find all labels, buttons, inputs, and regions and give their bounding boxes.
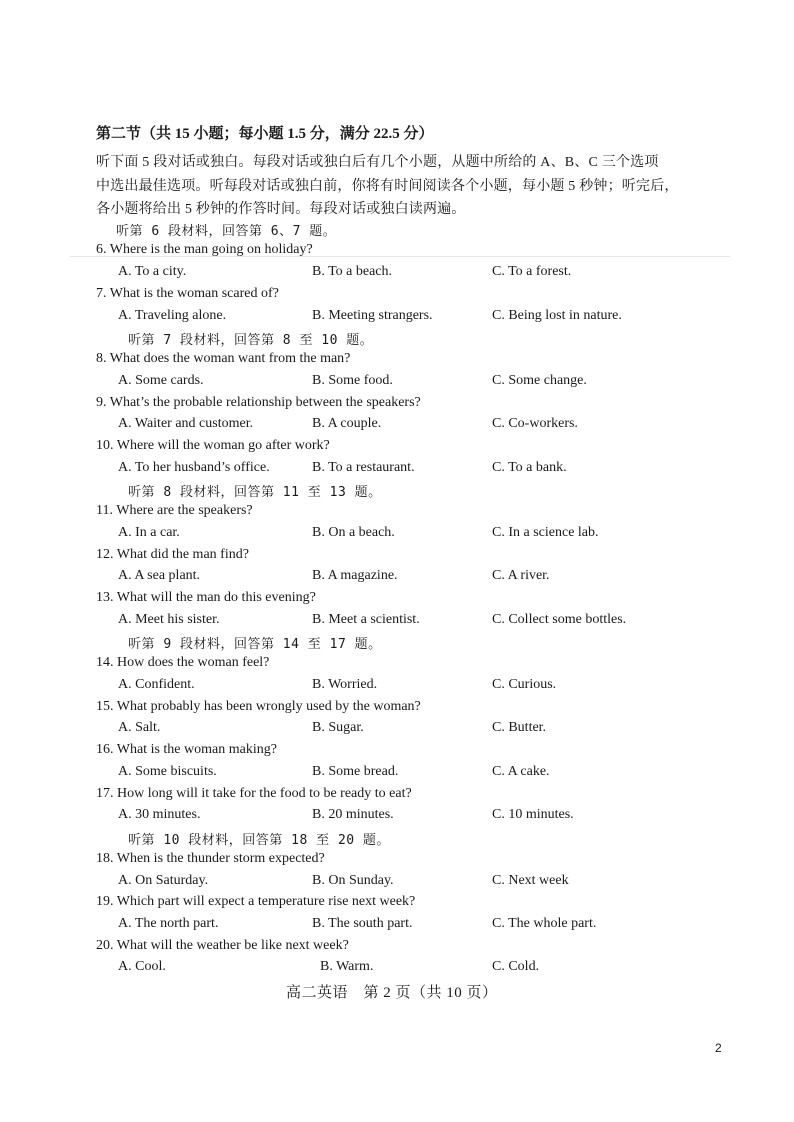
q6-option-b: B. To a beach. <box>312 264 393 279</box>
question-17: 17. How long will it take for the food to be ready to eat? <box>96 786 412 801</box>
question-10: 10. Where will the woman go after work? <box>96 438 330 453</box>
question-8: 8. What does the woman want from the man? <box>96 351 351 366</box>
q18-option-c: C. Next week <box>492 873 569 888</box>
q10-option-b: B. To a restaurant. <box>312 460 415 475</box>
q12-option-c: C. A river. <box>492 568 550 583</box>
q18-option-a: A. On Saturday. <box>118 873 209 888</box>
q17-option-c: C. 10 minutes. <box>492 807 574 822</box>
instruction-line-3: 各小题将给出 5 秒钟的作答时间。每段对话或独白读两遍。 <box>96 202 466 217</box>
q14-option-c: C. Curious. <box>492 677 557 692</box>
q13-option-c: C. Collect some bottles. <box>492 612 627 627</box>
q15-option-a: A. Salt. <box>118 720 161 735</box>
instruction-line-2: 中选出最佳选项。听每段对话或独白前，你将有时间阅读各个小题，每小题 5 秒钟；听完后， <box>96 179 679 194</box>
q8-option-c: C. Some change. <box>492 373 587 388</box>
q9-option-b: B. A couple. <box>312 416 382 431</box>
question-15: 15. What probably has been wrongly used by the woman? <box>96 699 421 714</box>
q7-option-b: B. Meeting strangers. <box>312 308 433 323</box>
q11-option-b: B. On a beach. <box>312 525 395 540</box>
q17-option-a: A. 30 minutes. <box>118 807 201 822</box>
q20-option-c: C. Cold. <box>492 959 540 974</box>
section-heading: 第二节（共 15 小题；每小题 1.5 分，满分 22.5 分） <box>96 126 434 142</box>
q10-option-a: A. To her husband’s office. <box>118 460 270 475</box>
q20-option-a: A. Cool. <box>118 959 166 974</box>
segment-6-label: 听第 6 段材料，回答第 6、7 题。 <box>116 224 337 239</box>
q13-option-a: A. Meet his sister. <box>118 612 220 627</box>
q16-option-a: A. Some biscuits. <box>118 764 217 779</box>
q7-option-a: A. Traveling alone. <box>118 308 227 323</box>
q20-option-b: B. Warm. <box>320 959 374 974</box>
q15-option-b: B. Sugar. <box>312 720 364 735</box>
q6-option-c: C. To a forest. <box>492 264 572 279</box>
question-9: 9. What’s the probable relationship between the speakers? <box>96 395 421 410</box>
q16-option-c: C. A cake. <box>492 764 550 779</box>
question-19: 19. Which part will expect a temperature rise next week? <box>96 894 416 909</box>
q10-option-c: C. To a bank. <box>492 460 567 475</box>
page-number: 2 <box>715 1041 722 1055</box>
question-11: 11. Where are the speakers? <box>96 503 253 518</box>
q8-option-b: B. Some food. <box>312 373 393 388</box>
q9-option-c: C. Co-workers. <box>492 416 578 431</box>
q13-option-b: B. Meet a scientist. <box>312 612 420 627</box>
question-20: 20. What will the weather be like next week? <box>96 938 349 953</box>
q8-option-a: A. Some cards. <box>118 373 204 388</box>
q7-option-c: C. Being lost in nature. <box>492 308 622 323</box>
q9-option-a: A. Waiter and customer. <box>118 416 254 431</box>
instruction-line-1: 听下面 5 段对话或独白。每段对话或独白后有几个小题，从题中所给的 A、B、C 三个选项 <box>96 155 659 170</box>
question-18: 18. When is the thunder storm expected? <box>96 851 325 866</box>
q11-option-a: A. In a car. <box>118 525 180 540</box>
question-16: 16. What is the woman making? <box>96 742 277 757</box>
q16-option-b: B. Some bread. <box>312 764 399 779</box>
segment-7-label: 听第 7 段材料，回答第 8 至 10 题。 <box>128 333 374 348</box>
q18-option-b: B. On Sunday. <box>312 873 394 888</box>
page-footer: 高二英语 第 2 页（共 10 页） <box>286 985 498 1001</box>
segment-9-label: 听第 9 段材料，回答第 14 至 17 题。 <box>128 637 382 652</box>
question-12: 12. What did the man find? <box>96 547 249 562</box>
q14-option-a: A. Confident. <box>118 677 195 692</box>
q12-option-a: A. A sea plant. <box>118 568 201 583</box>
segment-10-label: 听第 10 段材料，回答第 18 至 20 题。 <box>128 833 390 848</box>
q19-option-b: B. The south part. <box>312 916 413 931</box>
question-13: 13. What will the man do this evening? <box>96 590 316 605</box>
q19-option-c: C. The whole part. <box>492 916 597 931</box>
q12-option-b: B. A magazine. <box>312 568 398 583</box>
q11-option-c: C. In a science lab. <box>492 525 599 540</box>
segment-8-label: 听第 8 段材料，回答第 11 至 13 题。 <box>128 485 382 500</box>
question-14: 14. How does the woman feel? <box>96 655 270 670</box>
question-6: 6. Where is the man going on holiday? <box>96 242 313 257</box>
q14-option-b: B. Worried. <box>312 677 378 692</box>
q6-option-a: A. To a city. <box>118 264 187 279</box>
question-7: 7. What is the woman scared of? <box>96 286 279 301</box>
q17-option-b: B. 20 minutes. <box>312 807 394 822</box>
q19-option-a: A. The north part. <box>118 916 219 931</box>
q15-option-c: C. Butter. <box>492 720 547 735</box>
